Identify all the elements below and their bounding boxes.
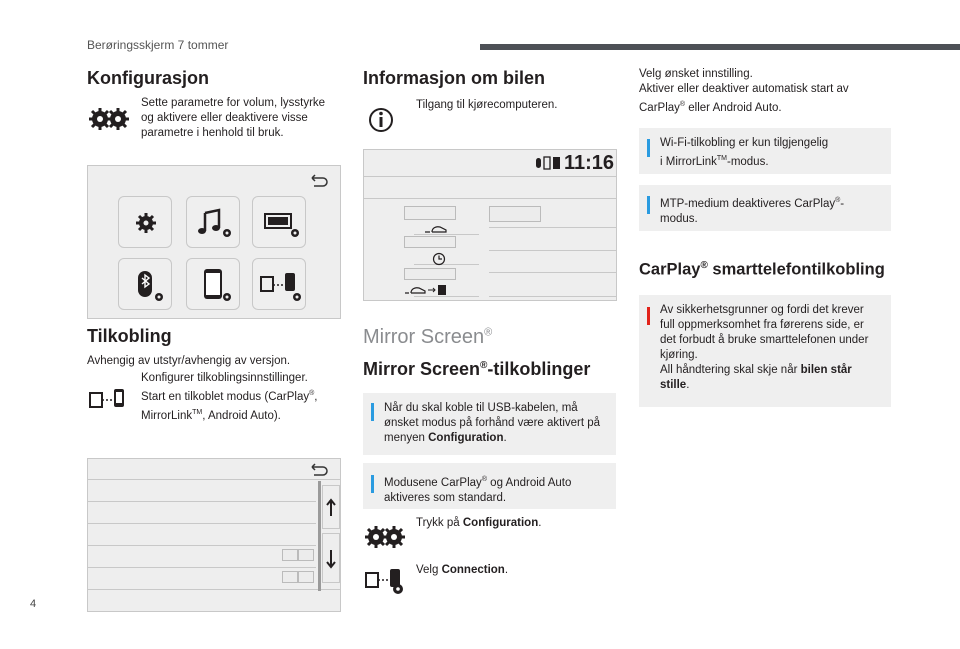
scroll-up-button[interactable] — [322, 485, 340, 529]
phone-settings-tile[interactable] — [186, 258, 240, 310]
wifi-note-line1: Wi-Fi-tilkobling er kun tilgjengelig — [660, 137, 829, 149]
tilkobling-heading: Tilkobling — [87, 326, 172, 346]
wifi-note-line2: i MirrorLink™-modus. — [660, 155, 769, 168]
back-arrow-icon[interactable] — [310, 463, 328, 477]
usb-note-line3: menyen Configuration. — [384, 432, 507, 444]
scrollbar[interactable] — [318, 481, 321, 591]
informasjon-description: Tilgang til kjørecomputeren. — [416, 99, 558, 111]
select-setting-line2: Aktiver eller deaktiver automatisk start av — [639, 83, 849, 95]
mtp-note-line1: MTP-medium deaktiveres CarPlay®- — [660, 197, 845, 210]
select-setting-text — [639, 67, 899, 116]
konfigurasjon-description: Sette parametre for volum, lysstyrke og aktivere eller deaktivere visse parametre i henhold til bruk. — [141, 97, 326, 139]
trip-computer-screen-illustration — [363, 149, 617, 301]
tilkobling-intro: Avhengig av utstyr/avhengig av versjon. — [87, 355, 291, 367]
tilkobling-description — [141, 371, 341, 424]
default-modes-line2: aktiveres som standard. — [384, 491, 507, 504]
tilkobling-desc-line3: MirrorLink™, Android Auto). — [141, 408, 281, 422]
mtp-note-line2: modus. — [660, 212, 698, 225]
screen-clock: 11:16 — [564, 152, 615, 174]
default-modes-box — [363, 463, 616, 509]
warning-line1: Av sikkerhetsgrunner og fordi det krever — [660, 304, 864, 316]
bluetooth-settings-tile[interactable] — [118, 258, 172, 310]
mirror-screen-title: Mirror Screen® — [363, 326, 493, 348]
tilkobling-desc-line2: Start en tilkoblet modus (CarPlay®, — [141, 390, 318, 403]
konfigurasjon-heading: Konfigurasjon — [87, 68, 209, 88]
gears-icon — [88, 106, 130, 132]
back-arrow-icon[interactable] — [310, 174, 328, 188]
usb-note-line2: ønsket modus på forhånd være aktivert på — [384, 417, 601, 429]
settings-tile[interactable] — [118, 196, 172, 248]
display-settings-tile[interactable] — [252, 196, 306, 248]
warning-line4: kjøring. — [660, 349, 698, 361]
car-icon — [424, 224, 448, 234]
page-number: 4 — [30, 598, 37, 610]
wifi-note-box — [639, 128, 891, 174]
scroll-down-button[interactable] — [322, 533, 340, 583]
phone-connection-gear-icon — [364, 567, 406, 595]
usb-note-box — [363, 393, 616, 455]
running-header: Berøringsskjerm 7 tommer — [87, 38, 229, 52]
default-modes-line1: Modusene CarPlay® og Android Auto — [384, 476, 572, 489]
music-settings-tile[interactable] — [186, 196, 240, 248]
info-icon — [368, 107, 394, 133]
gears-icon — [364, 524, 406, 550]
car-fuel-icon — [404, 284, 450, 296]
carplay-heading: CarPlay® smarttelefontilkobling — [639, 260, 885, 279]
step-press-configuration: Trykk på Configuration. — [416, 517, 542, 529]
config-screen-illustration — [87, 165, 341, 319]
connection-settings-tile[interactable] — [252, 258, 306, 310]
warning-line6: stille. — [660, 379, 690, 391]
safety-warning-box — [639, 295, 891, 407]
select-setting-line3: CarPlay® eller Android Auto. — [639, 101, 782, 114]
mirror-connections-heading: Mirror Screen®-tilkoblinger — [363, 359, 591, 379]
status-icons — [534, 154, 562, 172]
usb-note-line1: Når du skal koble til USB-kabelen, må — [384, 402, 578, 414]
header-bar — [480, 44, 960, 50]
select-setting-line1: Velg ønsket innstilling. — [639, 68, 753, 80]
clock-icon — [432, 252, 446, 266]
step-select-connection: Velg Connection. — [416, 564, 509, 576]
connection-screen-illustration — [87, 458, 341, 612]
mtp-note-box — [639, 185, 891, 231]
warning-line2: full oppmerksomhet fra førerens side, er — [660, 319, 864, 331]
warning-line5: All håndtering skal skje når bilen står — [660, 364, 852, 376]
warning-line3: det forbudt å bruke smarttelefonen under — [660, 334, 869, 346]
phone-connection-icon — [88, 385, 130, 413]
informasjon-heading: Informasjon om bilen — [363, 68, 546, 88]
tilkobling-desc-line1: Konfigurer tilkoblingsinnstillinger. — [141, 372, 308, 384]
